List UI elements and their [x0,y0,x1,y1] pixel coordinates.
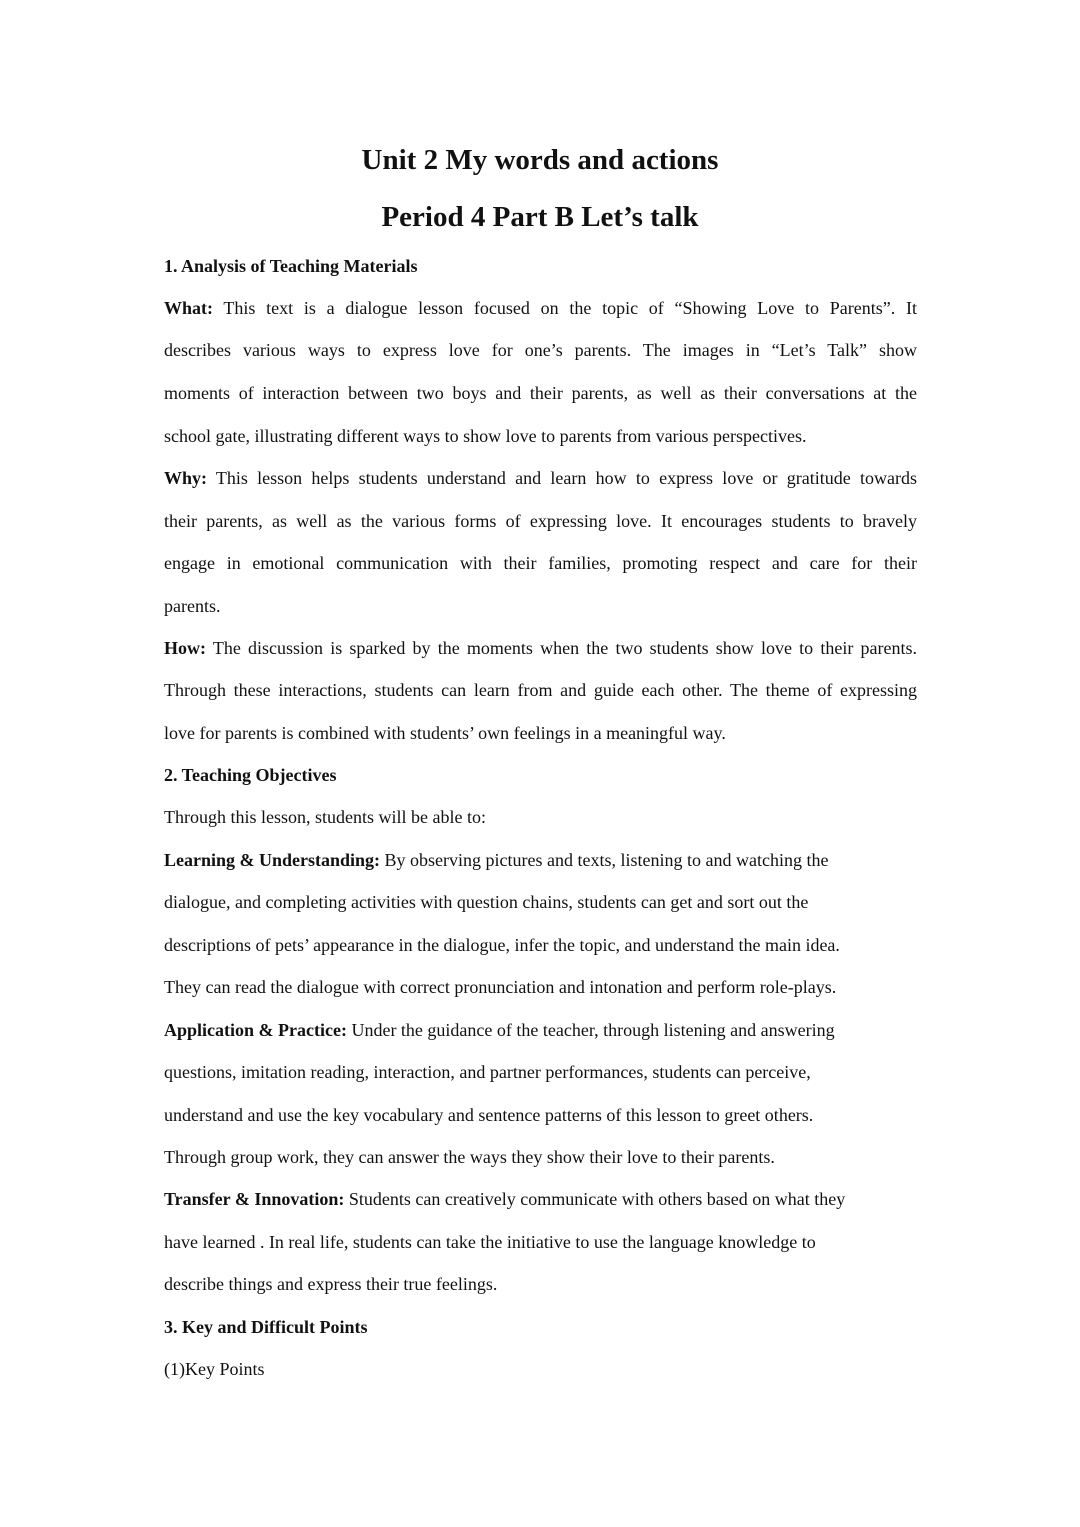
text-span: By observing pictures and texts, listening to and watching the [380,850,829,870]
paragraph-what-line-1 [164,295,917,321]
paragraph-how-line-1 [164,635,917,661]
text-span: The discussion is sparked by the moments when the two students show love to their parents. [206,638,917,658]
paragraph-transfer-line-2: have learned . In real life, students can take the initiative to use the language knowledge to [164,1232,816,1252]
paragraph-application-line-4: Through group work, they can answer the ways they show their love to their parents. [164,1147,775,1167]
paragraph-what-line-2: describes various ways to express love for one’s parents. The images in “Let’s Talk” show [164,340,917,360]
text-span: This text is a dialogue lesson focused on the topic of “Showing Love to Parents”. It [213,298,917,318]
section-heading-objectives: 2. Teaching Objectives [164,765,337,785]
paragraph-learning-line-3: descriptions of pets’ appearance in the dialogue, infer the topic, and understand the main idea. [164,935,840,955]
paragraph-why-line-1 [164,465,917,491]
paragraph-how-line-2: Through these interactions, students can learn from and guide each other. The theme of expressing [164,680,917,700]
label-application: Application & Practice: [164,1020,347,1040]
paragraph-transfer-line-1 [164,1186,845,1212]
text-span: Under the guidance of the teacher, through listening and answering [346,1020,835,1040]
paragraph-how-line-3: love for parents is combined with students’ own feelings in a meaningful way. [164,723,726,743]
paragraph-learning-line-2: dialogue, and completing activities with question chains, students can get and sort out the [164,892,809,912]
paragraph-transfer-line-3: describe things and express their true feelings. [164,1274,498,1294]
paragraph-learning-line-4: They can read the dialogue with correct pronunciation and intonation and perform role-plays. [164,977,837,997]
paragraph-application-line-3: understand and use the key vocabulary and sentence patterns of this lesson to greet others. [164,1105,814,1125]
label-what: What: [164,298,213,318]
paragraph-application-line-2: questions, imitation reading, interaction, and partner performances, students can perceive, [164,1062,811,1082]
paragraph-what-line-4: school gate, illustrating different ways to show love to parents from various perspectives. [164,426,807,446]
paragraph-application-line-1 [164,1017,835,1043]
paragraph-why-line-3: engage in emotional communication with their families, promoting respect and care for their [164,553,917,573]
text-span: This lesson helps students understand and learn how to express love or gratitude towards [207,468,917,488]
page-title: Unit 2 My words and actions [361,144,719,176]
label-how: How: [164,638,206,658]
paragraph-why-line-4: parents. [164,596,221,616]
label-transfer: Transfer & Innovation: [164,1189,345,1209]
paragraph-why-line-2: their parents, as well as the various forms of expressing love. It encourages students to bravely [164,511,917,531]
label-learning: Learning & Understanding: [164,850,381,870]
objectives-intro: Through this lesson, students will be able to: [164,807,486,827]
label-why: Why: [164,468,208,488]
section-heading-key-points: 3. Key and Difficult Points [164,1317,368,1337]
subheading-key-points: (1)Key Points [164,1359,265,1379]
paragraph-what-line-3: moments of interaction between two boys and their parents, as well as their conversations at the [164,383,917,403]
section-heading-analysis: 1. Analysis of Teaching Materials [164,256,418,276]
text-span: Students can creatively communicate with others based on what they [344,1189,846,1209]
paragraph-learning-line-1 [164,847,828,873]
page-subtitle: Period 4 Part B Let’s talk [381,201,699,233]
